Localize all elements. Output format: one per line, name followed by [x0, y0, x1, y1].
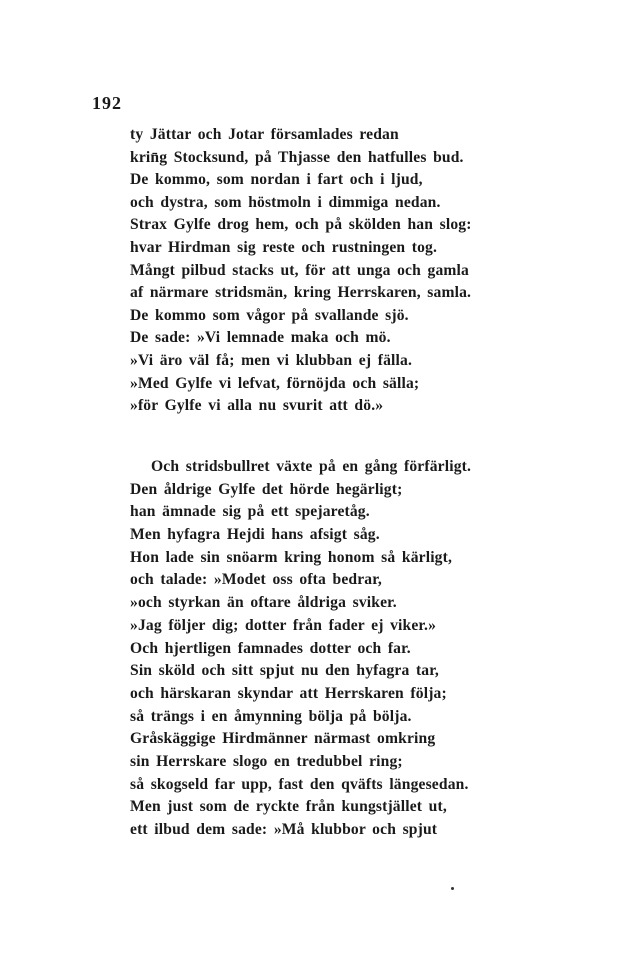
verse-line: De sade: »Vi lemnade maka och mö.: [130, 329, 391, 347]
verse-line: Men just som de ryckte från kungstjället ut,: [130, 798, 447, 816]
verse-line: »och styrkan än oftare åldriga sviker.: [130, 594, 397, 612]
verse-line: och härskaran skyndar att Herrskaren följa;: [130, 684, 447, 702]
verse-line: han ämnade sig på ett spejaretåg.: [130, 503, 370, 521]
verse-line: krin̄g Stocksund, på Thjasse den hatfulles bud.: [130, 148, 464, 166]
verse-line: af närmare stridsmän, kring Herrskaren, samla.: [130, 284, 472, 302]
verse-line: så skogseld far upp, fast den qväfts längesedan.: [130, 775, 469, 793]
verse-line: Men hyfagra Hejdi hans afsigt såg.: [130, 526, 380, 544]
verse-line: hvar Hirdman sig reste och rustningen tog.: [130, 238, 438, 256]
verse-line: Strax Gylfe drog hem, och på skölden han slog:: [130, 216, 472, 234]
verse-line: Mångt pilbud stacks ut, för att unga och gamla: [130, 261, 469, 279]
verse-line: Gråskäggige Hirdmänner närmast omkring: [130, 730, 436, 748]
stanza-2: [130, 456, 471, 842]
verse-line: Den åldrige Gylfe det hörde hegärligt;: [130, 480, 403, 498]
verse-line: »Med Gylfe vi lefvat, förnöjda och sälla;: [130, 374, 420, 392]
verse-line: så trängs i en åmynning bölja på bölja.: [130, 707, 412, 725]
verse-line: ett ilbud dem sade: »Må klubbor och spjut: [130, 821, 438, 838]
verse-line: ty Jättar och Jotar församlades redan: [130, 126, 399, 143]
verse-line: Sin sköld och sitt spjut nu den hyfagra tar,: [130, 662, 439, 680]
verse-line: och talade: »Modet oss ofta bedrar,: [130, 571, 382, 589]
verse-line: Hon lade sin snöarm kring honom så kärligt,: [130, 548, 453, 566]
verse-line: och dystra, som höstmoln i dimmiga nedan.: [130, 193, 441, 211]
verse-line: De kommo som vågor på svallande sjö.: [130, 306, 409, 324]
verse-line: »Jag följer dig; dotter från fader ej viker.»: [130, 616, 437, 634]
verse-line: sin Herrskare slogo en tredubbel ring;: [130, 752, 403, 770]
page-number: 192: [92, 93, 122, 113]
verse-line: De kommo, som nordan i fart och i ljud,: [130, 171, 423, 189]
verse-line: »Vi äro väl få; men vi klubban ej fälla.: [130, 351, 413, 369]
verse-line: Och stridsbullret växte på en gång förfärligt.: [151, 458, 472, 475]
stanza-1: [130, 124, 472, 418]
page-speck: [451, 887, 454, 890]
verse-line: »för Gylfe vi alla nu svurit att dö.»: [130, 397, 384, 415]
verse-line: Och hjertligen famnades dotter och far.: [130, 639, 411, 657]
